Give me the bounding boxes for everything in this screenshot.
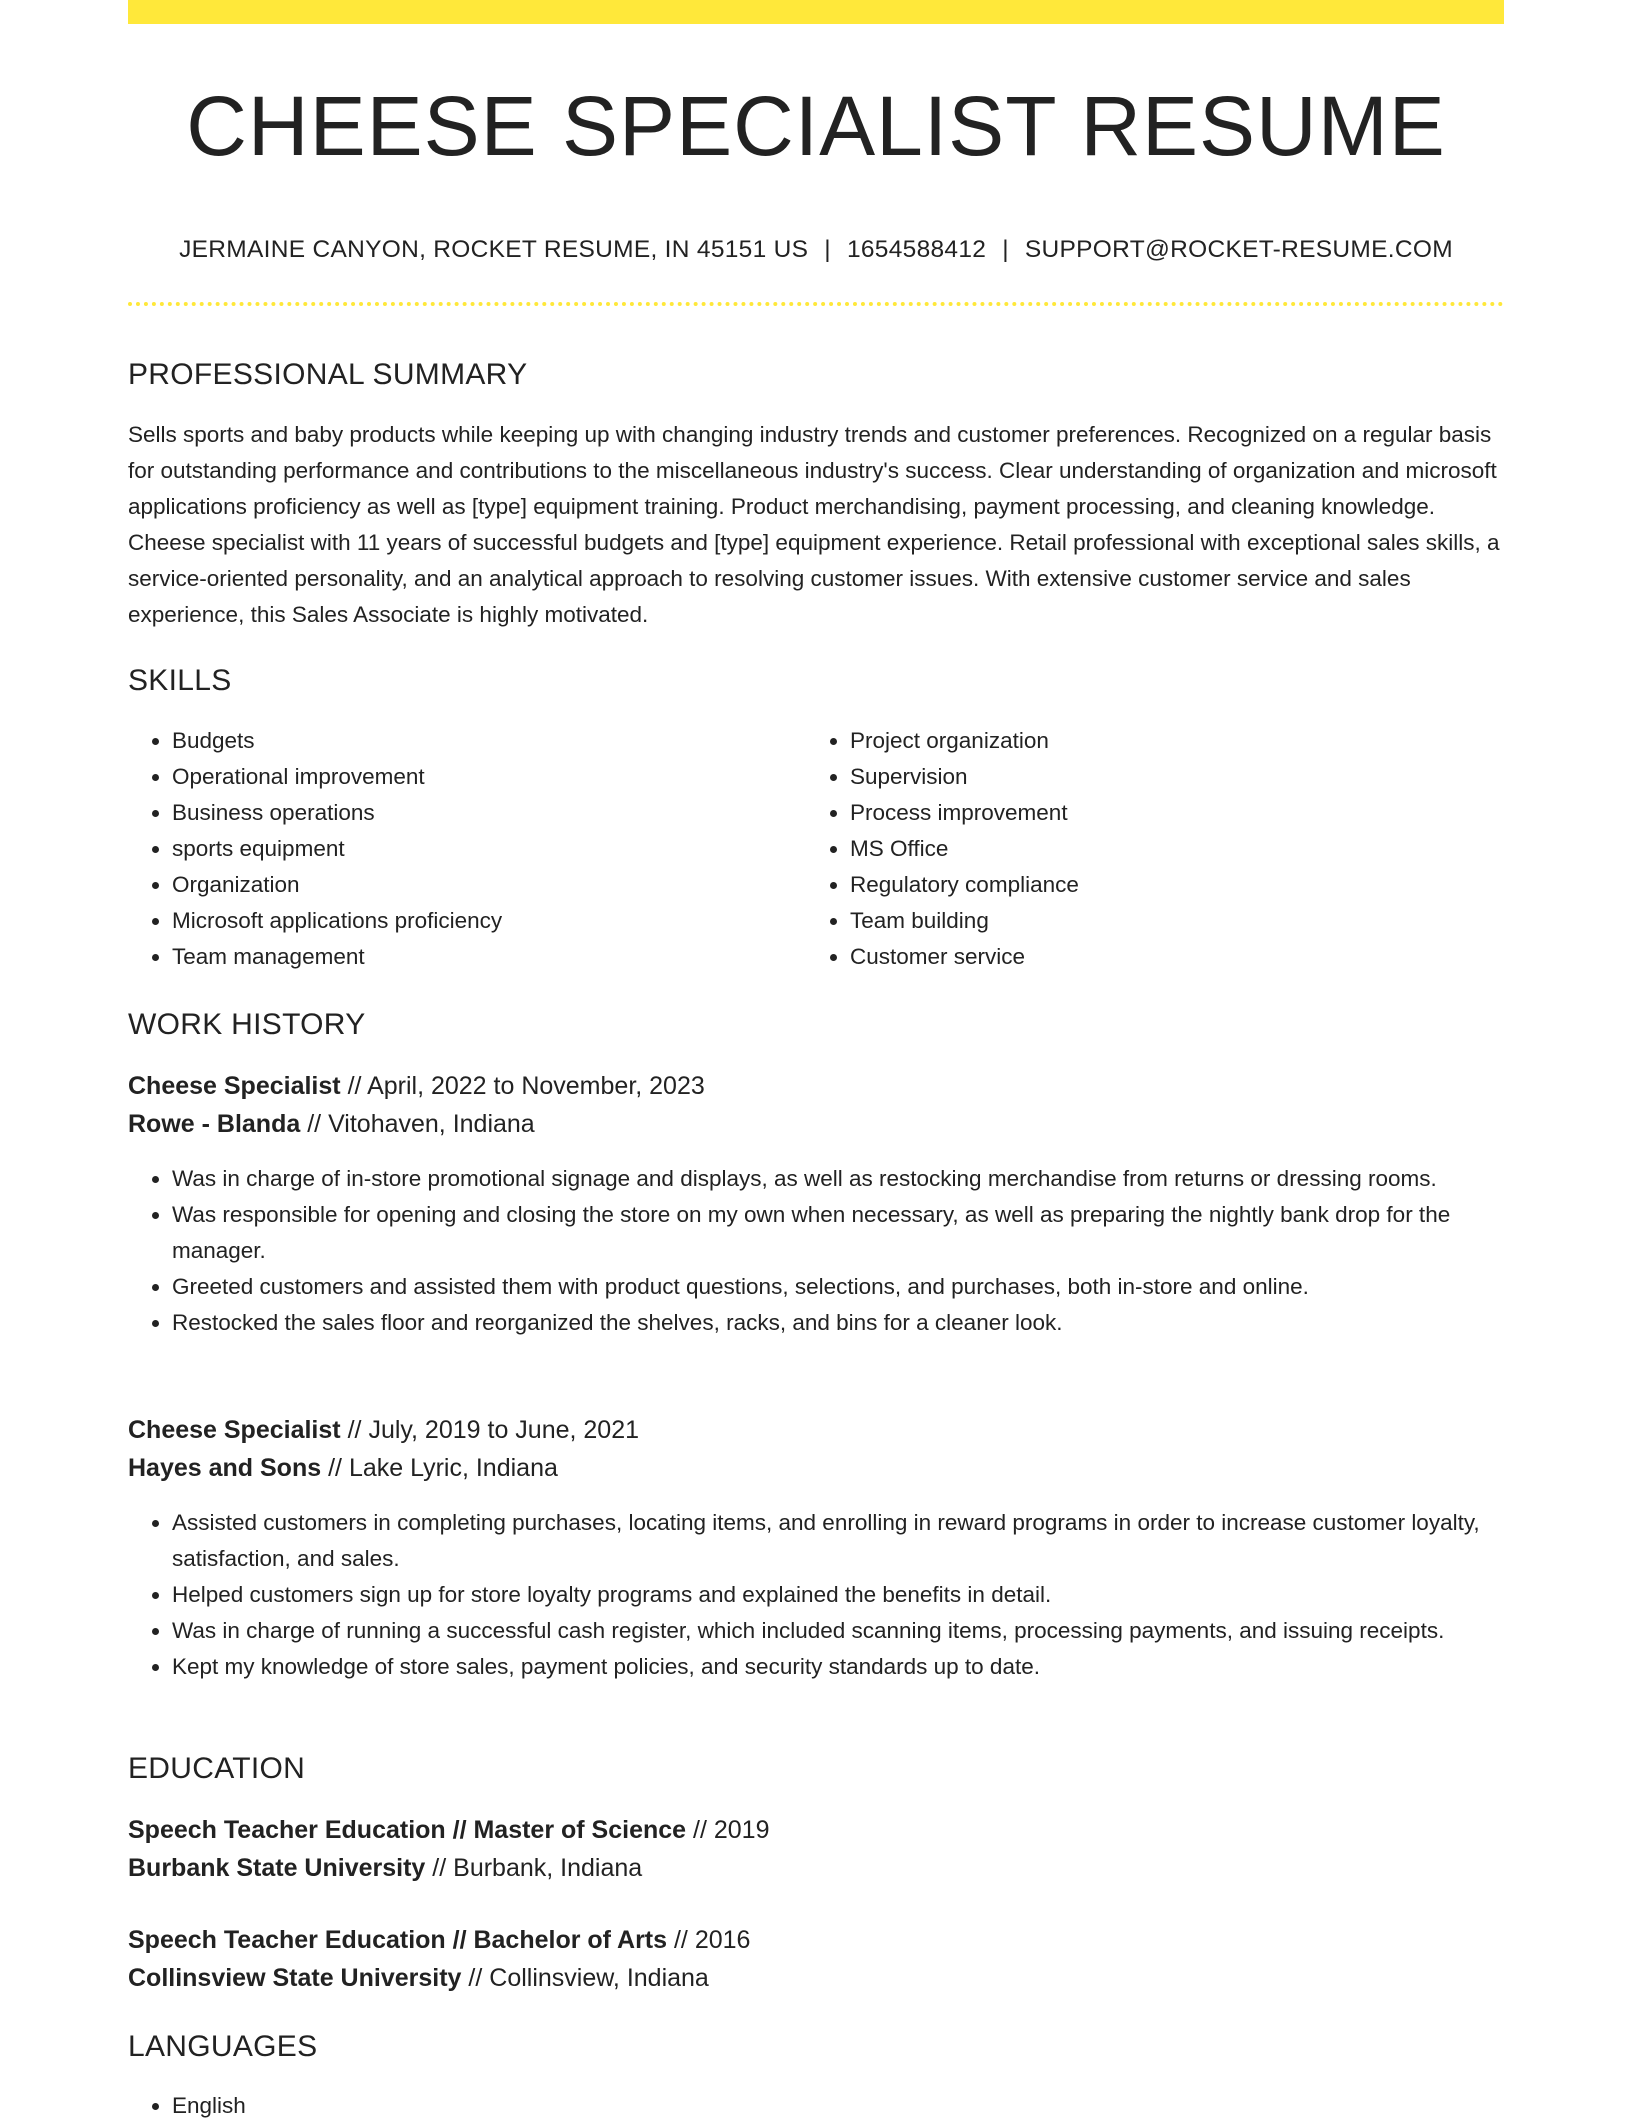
job-company-line — [128, 1105, 1504, 1143]
job-title-line — [128, 1411, 1504, 1449]
resume-title: CHEESE SPECIALIST RESUME — [186, 79, 1446, 173]
contact-address: JERMAINE CANYON, ROCKET RESUME, IN 45151 US — [179, 236, 809, 263]
skills-list-right — [806, 723, 1470, 975]
job-bullet: • Was in charge of running a successful cash register, which included scanning items, processing payments, and issuing receipts. — [172, 1613, 1504, 1649]
job-bullet: • Greeted customers and assisted them with product questions, selections, and purchases, both in-store and online. — [172, 1269, 1504, 1305]
skills-columns — [128, 723, 1504, 975]
job-bullets — [128, 1161, 1504, 1341]
summary-text: Sells sports and baby products while keeping up with changing industry trends and customer preferences. Recognized on a regular basis for outstanding performance and contributions to the miscellaneous industry's success. Clear understanding of organization and microsoft applications proficiency as well as [type] equipment training. Product merchandising, payment processing, and cleaning knowledge. Cheese specialist with 11 years of successful budgets and [type] equipment experience. Retail professional with exceptional sales skills, a service-oriented personality, and an analytical approach to resolving customer issues. With extensive customer service and sales experience, this Sales Associate is highly motivated. — [128, 422, 1500, 627]
skill-item: • MS Office — [850, 831, 1470, 867]
slash-separator: // — [432, 1854, 447, 1882]
job-location: Vitohaven, Indiana — [328, 1110, 535, 1138]
contact-separator: | — [1002, 236, 1009, 263]
skill-item: • sports equipment — [172, 831, 806, 867]
education-section — [128, 1754, 1504, 1784]
skill-item: • Team building — [850, 903, 1470, 939]
skill-item: • Organization — [172, 867, 806, 903]
education-school: Collinsview State University — [128, 1964, 462, 1992]
skill-item: • Team management — [172, 939, 806, 975]
job-bullets — [128, 1505, 1504, 1685]
job-dates: April, 2022 to November, 2023 — [367, 1072, 705, 1100]
job-location: Lake Lyric, Indiana — [348, 1454, 558, 1482]
skill-item: • Budgets — [172, 723, 806, 759]
summary-body — [128, 417, 1504, 633]
skill-item: • Regulatory compliance — [850, 867, 1470, 903]
top-accent-bar — [128, 0, 1504, 24]
job-bullet-list — [128, 1505, 1504, 1685]
slash-separator: // — [347, 1072, 362, 1100]
skill-item: • Process improvement — [850, 795, 1470, 831]
job-bullet: • Restocked the sales floor and reorganized the shelves, racks, and bins for a cleaner look. — [172, 1305, 1504, 1341]
job-bullet: • Assisted customers in completing purchases, locating items, and enrolling in reward programs in order to increase customer loyalty, satisfaction, and sales. — [172, 1505, 1504, 1577]
education-location: Burbank, Indiana — [453, 1854, 643, 1882]
slash-separator: // — [693, 1816, 707, 1844]
languages-list-wrap — [128, 2088, 1504, 2124]
contact-phone: 1654588412 — [846, 236, 987, 263]
slash-separator: // — [673, 1926, 688, 1954]
header-divider — [128, 302, 1504, 306]
job-dates: July, 2019 to June, 2021 — [368, 1416, 640, 1444]
skills-heading: SKILLS — [128, 664, 232, 697]
job-bullet: • Was in charge of in-store promotional signage and displays, as well as restocking merchandise from returns or dressing rooms. — [172, 1161, 1504, 1197]
slash-separator: // — [328, 1454, 342, 1482]
job-title-line — [128, 1067, 1504, 1105]
education-year: 2019 — [713, 1816, 770, 1844]
job-company: Rowe - Blanda — [128, 1110, 301, 1138]
summary-heading: PROFESSIONAL SUMMARY — [128, 358, 528, 391]
job-title: Cheese Specialist — [128, 1072, 341, 1100]
work-heading: WORK HISTORY — [128, 1008, 366, 1041]
resume-page — [128, 0, 1504, 2118]
education-degree-line — [128, 1811, 1504, 1849]
skill-item: • Microsoft applications proficiency — [172, 903, 806, 939]
skill-item: • Customer service — [850, 939, 1470, 975]
education-school: Burbank State University — [128, 1854, 426, 1882]
job-bullet: • Helped customers sign up for store loyalty programs and explained the benefits in detail. — [172, 1577, 1504, 1613]
slash-separator: // — [347, 1416, 362, 1444]
skill-item: • Supervision — [850, 759, 1470, 795]
contact-line — [128, 236, 1504, 264]
slash-separator: // — [468, 1964, 483, 1992]
education-entry — [128, 1921, 1504, 1997]
job-bullet: • Was responsible for opening and closing the store on my own when necessary, as well as preparing the nightly bank drop for the manager. — [172, 1197, 1504, 1269]
job-bullet-list — [128, 1161, 1504, 1341]
education-degree: Speech Teacher Education // Bachelor of Arts — [128, 1926, 668, 1954]
education-location: Collinsview, Indiana — [489, 1964, 709, 1992]
job-entry — [128, 1411, 1504, 1487]
skill-item: • Operational improvement — [172, 759, 806, 795]
job-bullet: • Kept my knowledge of store sales, payment policies, and security standards up to date. — [172, 1649, 1504, 1685]
slash-separator: // — [307, 1110, 322, 1138]
job-entry — [128, 1067, 1504, 1143]
education-school-line — [128, 1849, 1504, 1887]
contact-email: SUPPORT@ROCKET-RESUME.COM — [1024, 236, 1453, 263]
job-company-line — [128, 1449, 1504, 1487]
education-degree-line — [128, 1921, 1504, 1959]
languages-section — [128, 2032, 1504, 2062]
education-entry — [128, 1811, 1504, 1887]
work-section — [128, 1010, 1504, 1040]
skills-list-left — [128, 723, 806, 975]
education-heading: EDUCATION — [128, 1752, 306, 1785]
skill-item: • Project organization — [850, 723, 1470, 759]
language-item: • English — [172, 2088, 1504, 2124]
summary-section — [128, 360, 1504, 390]
skills-section — [128, 666, 1504, 696]
job-title: Cheese Specialist — [128, 1416, 341, 1444]
education-year: 2016 — [694, 1926, 751, 1954]
skill-item: • Business operations — [172, 795, 806, 831]
contact-separator: | — [824, 236, 831, 263]
languages-heading: LANGUAGES — [128, 2030, 318, 2063]
languages-list — [128, 2088, 1504, 2124]
education-school-line — [128, 1959, 1504, 1997]
education-degree: Speech Teacher Education // Master of Science — [128, 1816, 687, 1844]
job-company: Hayes and Sons — [128, 1454, 322, 1482]
